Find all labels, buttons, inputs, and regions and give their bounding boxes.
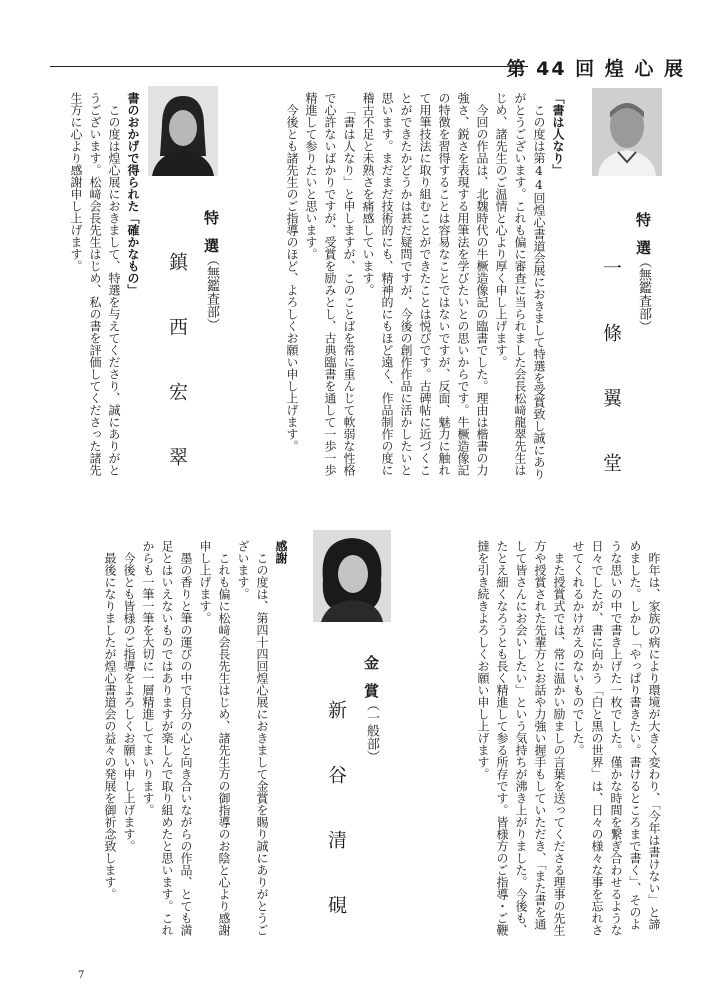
award-sub: 選 — [634, 240, 652, 255]
ichijo-paragraph-3: 「書は人なり」と申しますが、このことばを常に重んじて軟弱な性格で心許ないばかりですが、受賞を励みとし、古典臨書を通して一歩一歩精進して参りたいと思います。 — [304, 92, 356, 476]
cont-paragraph-2: また授賞式では、常に温かい励ましの言葉を送ってくださる理事の先生方や授賞された先輩方とお話や力強い握手もしていただき、「また書を通して皆さんにお会いしたい」という気持ちが沸き上がりました。今後も、たとえ細くなろうとも長く精進して参る所存です。皆様方のご指導・ご鞭撻を引き続きよろしくお願い申し上げます。 — [476, 540, 566, 936]
header-rule — [50, 66, 528, 67]
ichijo-paragraph-2: 今回の作品は、北魏時代の牛橛造像記の臨書でした。理由は楷書の力強さ、鋭さを表現する用筆法を学びたいとの思いからです。牛橛造像記の特徴を習得することは容易なことではないですが、反面、魅力に触れて用筆技法に取り組むことができたことは悦びです。古碑帖に近づくことができたかどうかは甚だ疑問ですが、今後の創作作品に活かしたいと思います。まだまだ技術的にも、精神的にもほど遠く、作品制作の度に稽古不足と未熟さを痛感しています。 — [361, 92, 489, 476]
award-ichijo — [634, 212, 652, 342]
award-main: 特 — [202, 210, 220, 225]
name-chinzei: 鎮 西 宏 翠 — [166, 252, 188, 478]
page-number: 7 — [78, 970, 85, 981]
niiya-paragraph-5: 最後になりましたが煌心書道会の益々の発展を御祈念致します。 — [103, 552, 117, 900]
heading-ichijo: 「書は人なり」 — [551, 92, 565, 176]
article-ichijo — [277, 92, 567, 486]
portrait-niiya — [313, 530, 391, 622]
chinzei-paragraph-1: この度は煌心展におきまして、特選を与えてくださり、誠にありがとうございます。松﨑会長先生はじめ、私の書を評価してくださった諸先生方に心より感謝申し上げます。 — [69, 92, 121, 476]
award-niiya — [362, 655, 380, 785]
portrait-chinzei — [148, 86, 218, 176]
award-category: （無鑑査部） — [636, 255, 651, 333]
heading-chinzei: 書のおかげで得られた「確かなもの」 — [126, 92, 140, 296]
award-sub: 選 — [202, 238, 220, 253]
portrait-chinzei-image — [148, 86, 218, 176]
name-niiya: 新 谷 清 硯 — [325, 700, 347, 926]
award-main: 金 — [362, 655, 380, 670]
portrait-niiya-image — [313, 530, 391, 622]
niiya-paragraph-2: これも偏に松﨑会長先生はじめ、諸先生方の御指導のお陰と心より感謝申し上げます。 — [198, 540, 231, 936]
niiya-paragraph-3: 墨の香りと筆の運びの中で自分の心と向き合いながらの作品、とても満足とはいえないものではありますが楽しんで取り組めたと思います。これからも一筆一筆を大切に一層精進してまいります。 — [141, 540, 193, 936]
award-main: 特 — [634, 212, 652, 227]
portrait-ichijo-image — [592, 88, 662, 176]
ichijo-paragraph-1: この度は第44回煌心書道会展におきまして特選を受賞致し誠にありがとうございます。これも偏に審査に当られました会長松﨑龍翠先生はじめ、諸先生のご温情と心より厚く申し上げます。 — [494, 92, 546, 480]
article-chinzei — [48, 92, 142, 486]
niiya-paragraph-1: この度は、第四十四回煌心展におきまして金賞を賜り誠にありがとうございます。 — [236, 540, 269, 936]
niiya-paragraph-4: 今後とも皆様のご指導をよろしくお願い申し上げます。 — [122, 552, 136, 852]
article-continuation — [423, 540, 663, 940]
cont-paragraph-1: 昨年は、家族の病により環境が大きく変わり、「今年は書けない」と諦めました。しかし「やっぱり書きたい。書けるところまで書く」、そのような思いの中で書き上げた一枚でした。僅かな時間を繋ぎ合わせるような日々でしたが、書に向かう「白と黒の世界」は、日々の様々な事を忘れさせてくれるかけがえのないものでした。 — [571, 540, 661, 936]
ichijo-paragraph-4: 今後とも諸先生のご指導のほど、よろしくお願い申し上げます。 — [285, 104, 299, 452]
portrait-ichijo — [592, 88, 662, 176]
name-ichijo: 一 條 翼 堂 — [600, 258, 622, 484]
award-chinzei — [202, 210, 220, 340]
heading-niiya: 感謝 — [274, 540, 288, 564]
award-category: （一般部） — [364, 698, 379, 763]
article-niiya — [80, 540, 290, 940]
exhibition-title: 第 44 回 煌 心 展 — [506, 58, 685, 80]
award-sub: 賞 — [362, 683, 380, 698]
award-category: （無鑑査部） — [204, 253, 219, 331]
